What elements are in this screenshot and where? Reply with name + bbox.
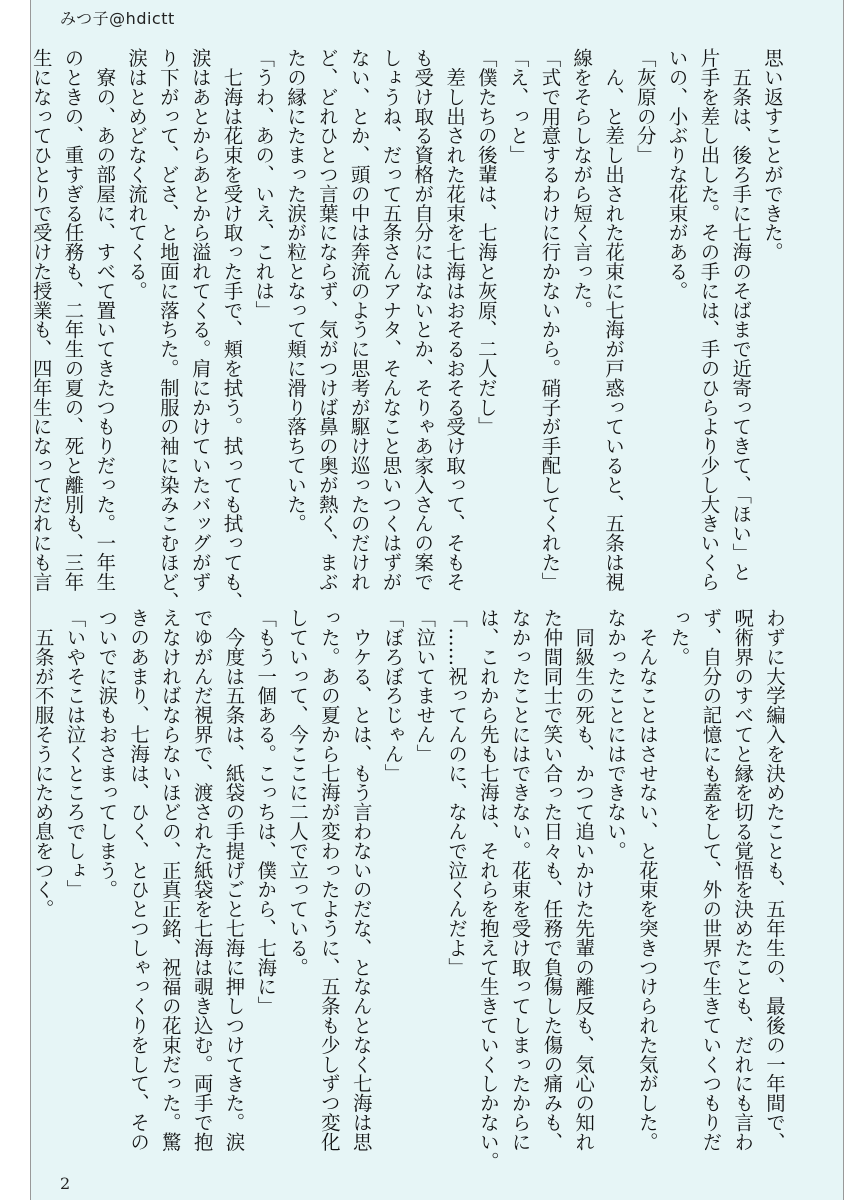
text-line: 涙はとめどなく流れてくる。 xyxy=(125,48,149,301)
text-line: しょうね、だって五条さんアナタ、そんなこと思いつくはずが xyxy=(379,48,403,592)
text-line: ウケる、とは、もう言わないのだな、となんとなく七海は思 xyxy=(349,608,373,1152)
text-line: 涙はあとからあとから溢れてくる。肩にかけていたバッグがず xyxy=(188,48,212,592)
page-number: 2 xyxy=(60,1174,71,1193)
text-line: 「式で用意するわけに行かないから。硝子が手配してくれた」 xyxy=(538,48,562,592)
text-line: ついでに涙もおさまってしまう。 xyxy=(95,608,119,899)
author-header: みつ子@hdictt xyxy=(60,9,175,28)
text-line: なかったことにはできない。 xyxy=(604,608,628,861)
text-line: そんなことはさせない、と花束を突きつけられた気がした。 xyxy=(635,608,659,1152)
text-line: いの、小ぶりな花束がある。 xyxy=(665,48,689,301)
text-line: 思い返すことができた。 xyxy=(761,48,784,262)
text-line: った。あの夏から七海が変わったように、五条も少しずつ変化 xyxy=(317,608,341,1152)
text-line: 「泣いてません」 xyxy=(413,608,437,764)
text-line: 「僕たちの後輩は、七海と灰原、二人だし」 xyxy=(474,48,498,436)
text-line: も受け取る資格が自分にはないとか、そりゃあ家入さんの案で xyxy=(411,48,435,592)
text-line: ど、どれひとつ言葉にならず、気がつけば鼻の奥が熱く、まぶ xyxy=(315,48,339,592)
text-line: 寮の、あの部屋に、すべて置いてきたつもりだった。一年生 xyxy=(93,48,117,592)
text-line: った。 xyxy=(667,608,691,667)
text-block-top xyxy=(29,48,788,611)
text-line: は、これから先も七海は、それらを抱えて生きていくしかない。 xyxy=(476,608,500,1171)
text-line: 今度は五条は、紙袋の手提げごと七海に押しつけてきた。涙 xyxy=(222,608,246,1152)
text-line: 線をそらしながら短く言った。 xyxy=(570,48,594,320)
text-line: 「いやそこは泣くところでしょ」 xyxy=(63,608,87,899)
text-line: ない、とか、頭の中は奔流のように思考が駆け巡ったのだけれ xyxy=(347,48,371,592)
text-line: 「うわ、あの、いえ、これは」 xyxy=(252,48,276,320)
text-line: 呪術界のすべてと縁を切る覚悟を決めたことも、だれにも言わ xyxy=(731,608,755,1152)
text-line: なかったことにはできない。花束を受け取ってしまったからに xyxy=(508,608,532,1152)
text-block-bottom xyxy=(31,608,790,1171)
text-line: 「……祝ってんのに、なんで泣くんだよ」 xyxy=(445,608,469,977)
text-line: ん、と差し出された花束に七海が戸惑っていると、五条は視 xyxy=(602,48,626,592)
text-line: 「え、っと」 xyxy=(506,48,530,165)
text-line: 五条が不服そうにため息をつく。 xyxy=(31,608,55,919)
text-line: わずに大学編入を決めたことも、五年生の、最後の一年間で、 xyxy=(763,608,786,1152)
text-line: のときの、重すぎる任務も、二年生の夏の、死と離別も、三年 xyxy=(61,48,85,592)
text-line: でゆがんだ視界で、渡された紙袋を七海は覗き込む。両手で抱 xyxy=(190,608,214,1152)
text-line: た仲間同士で笑い合った日々も、任務で負傷した傷の痛みも、 xyxy=(540,608,564,1152)
text-line: 五条は、後ろ手に七海のそばまで近寄ってきて、「ほい」と xyxy=(729,48,753,582)
text-line: 「灰原の分」 xyxy=(633,48,657,165)
text-line: 七海は花束を受け取った手で、頬を拭う。拭っても拭っても、 xyxy=(220,48,244,611)
text-line: たの縁にたまった涙が粒となって頬に滑り落ちていた。 xyxy=(284,48,308,533)
text-line: きのあまり、七海は、ひく、とひとつしゃっくりをして、その xyxy=(127,608,151,1152)
text-line: 同級生の死も、かつて追いかけた先輩の離反も、気心の知れ xyxy=(572,608,596,1152)
text-line: 片手を差し出した。その手には、手のひらより少し大きいくら xyxy=(697,48,721,592)
text-line: 「もう一個ある。こっちは、僕から、七海に」 xyxy=(254,608,278,1016)
text-line: り下がって、どさ、と地面に落ちた。制服の袖に染みこむほど、 xyxy=(156,48,180,611)
text-line: 生になってひとりで受けた授業も、四年生になってだれにも言 xyxy=(29,48,53,592)
text-line: 「ぼろぼろじゃん」 xyxy=(381,608,405,783)
text-line: ず、自分の記憶にも蓋をして、外の世界で生きていくつもりだ xyxy=(699,608,723,1152)
text-line: していって、今ここに二人で立っている。 xyxy=(286,608,310,977)
text-line: 差し出された花束を七海はおそるおそる受け取って、そもそ xyxy=(443,48,467,592)
text-line: えなければならないほどの、正真正銘、祝福の花束だった。驚 xyxy=(158,608,182,1152)
